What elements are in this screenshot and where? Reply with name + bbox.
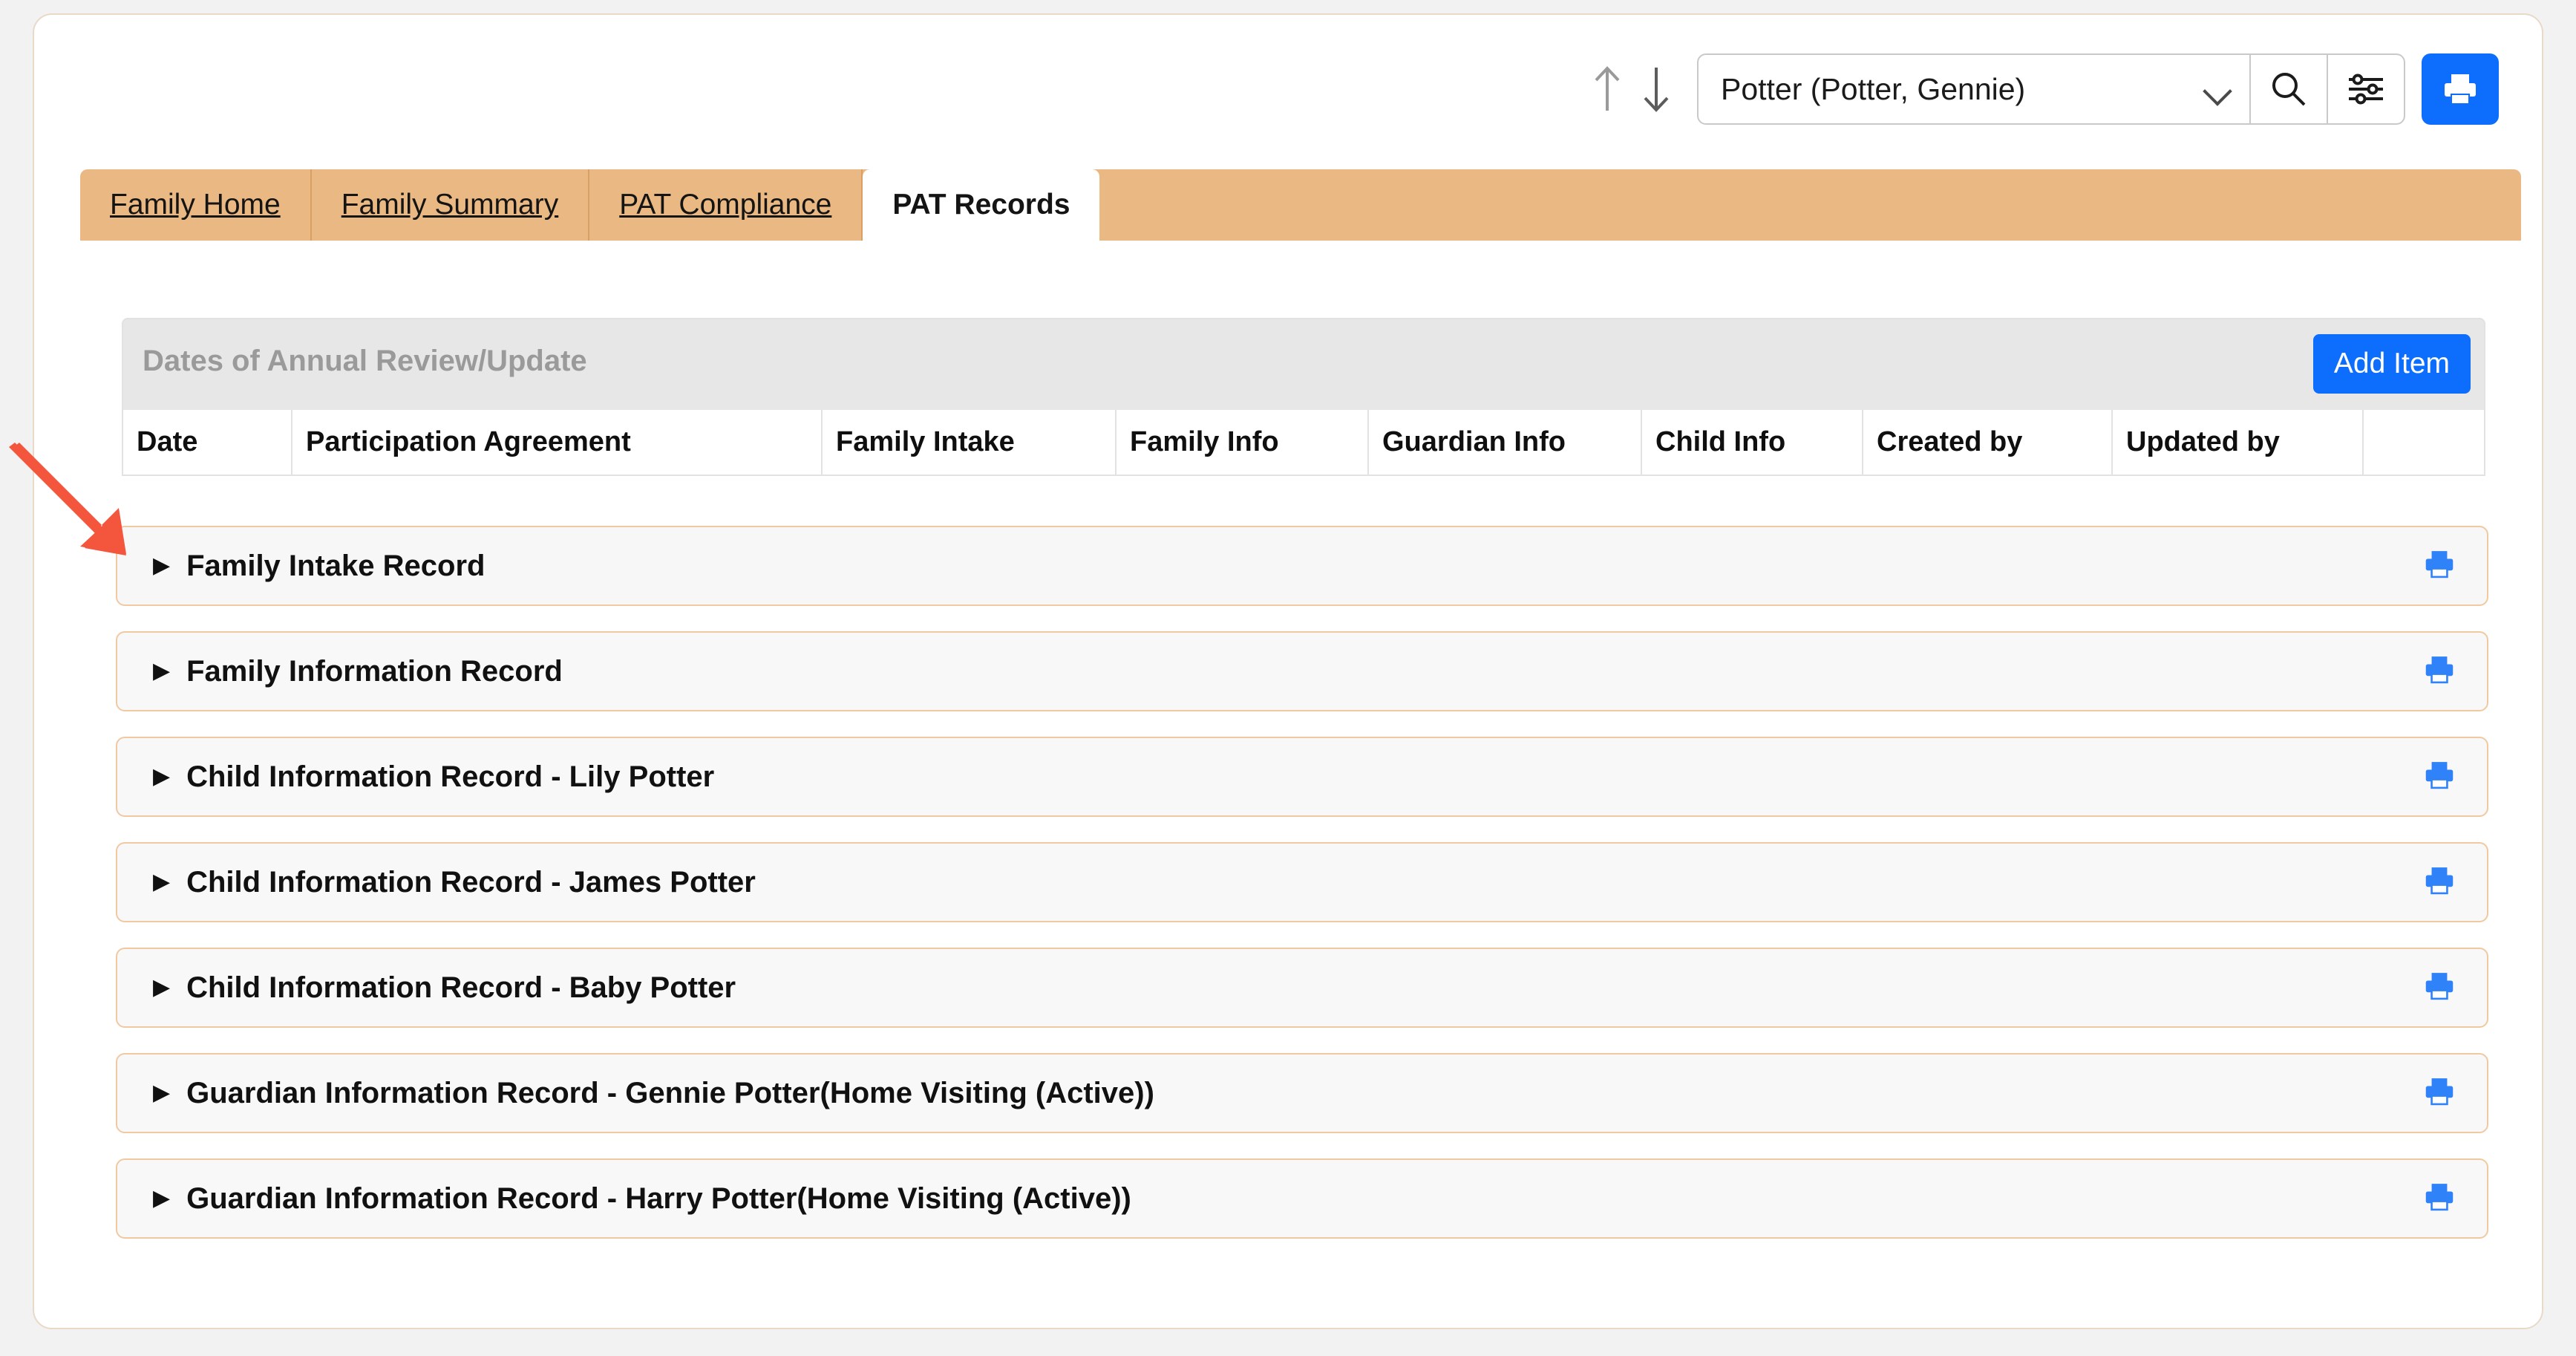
record-row-child-james-potter[interactable] xyxy=(116,842,2488,922)
expand-caret-icon[interactable]: ▶ xyxy=(153,764,171,789)
arrow-up-icon[interactable] xyxy=(1583,61,1632,117)
family-select-value: Potter (Potter, Gennie) xyxy=(1721,71,2026,106)
column-header-guardian-info: Guardian Info xyxy=(1369,410,1642,475)
row-print-icon[interactable] xyxy=(2423,1077,2456,1110)
expand-caret-icon[interactable]: ▶ xyxy=(153,1080,171,1105)
tab-bar xyxy=(80,169,2521,241)
record-row-family-information[interactable] xyxy=(116,631,2488,711)
column-header-child-info: Child Info xyxy=(1642,410,1863,475)
printer-glyph xyxy=(2423,760,2456,790)
expand-caret-icon[interactable]: ▶ xyxy=(153,659,171,683)
printer-glyph xyxy=(2423,655,2456,685)
column-header-family-info: Family Info xyxy=(1117,410,1369,475)
record-row-child-lily-potter[interactable] xyxy=(116,737,2488,817)
top-toolbar xyxy=(34,15,2542,147)
column-header-actions xyxy=(2364,410,2484,475)
row-print-icon[interactable] xyxy=(2423,1182,2456,1216)
record-label: Child Information Record - Baby Potter xyxy=(186,971,736,1004)
column-header-participation-agreement: Participation Agreement xyxy=(292,410,823,475)
arrow-down-glyph xyxy=(1639,65,1673,114)
record-label: Child Information Record - James Potter xyxy=(186,865,756,899)
expand-caret-icon[interactable]: ▶ xyxy=(153,870,171,894)
printer-icon xyxy=(2442,72,2479,106)
toolbar-controls xyxy=(1583,53,2499,125)
sliders-glyph xyxy=(2346,72,2386,106)
record-label: Guardian Information Record - Gennie Potter(Home Visiting (Active)) xyxy=(186,1076,1154,1109)
row-print-icon[interactable] xyxy=(2423,971,2456,1005)
record-row-guardian-gennie-potter[interactable] xyxy=(116,1053,2488,1133)
column-header-family-intake: Family Intake xyxy=(823,410,1117,475)
column-header-date: Date xyxy=(123,410,292,475)
annual-review-panel xyxy=(122,318,2485,476)
record-label: Guardian Information Record - Harry Potter(Home Visiting (Active)) xyxy=(186,1181,1131,1215)
printer-glyph xyxy=(2423,1182,2456,1212)
record-label: Family Intake Record xyxy=(186,549,486,582)
row-print-icon[interactable] xyxy=(2423,655,2456,688)
column-header-updated-by: Updated by xyxy=(2113,410,2364,475)
search-glyph xyxy=(2269,70,2308,108)
tab-family-home[interactable]: Family Home xyxy=(80,169,312,241)
chevron-down-icon xyxy=(2205,76,2230,102)
row-print-icon[interactable] xyxy=(2423,866,2456,899)
record-label: Family Information Record xyxy=(186,654,563,688)
tab-pat-records[interactable]: PAT Records xyxy=(863,169,1099,241)
tab-family-summary[interactable]: Family Summary xyxy=(312,169,590,241)
printer-glyph xyxy=(2423,550,2456,579)
record-row-child-baby-potter[interactable] xyxy=(116,948,2488,1028)
print-button[interactable] xyxy=(2422,53,2499,125)
family-select[interactable] xyxy=(1697,53,2251,125)
column-header-created-by: Created by xyxy=(1863,410,2113,475)
expand-caret-icon[interactable]: ▶ xyxy=(153,975,171,1000)
records-list xyxy=(116,526,2488,1264)
arrow-down-icon[interactable] xyxy=(1632,61,1681,117)
app-window xyxy=(33,13,2543,1329)
record-row-guardian-harry-potter[interactable] xyxy=(116,1158,2488,1239)
add-item-button[interactable]: Add Item xyxy=(2313,334,2471,394)
row-print-icon[interactable] xyxy=(2423,760,2456,794)
record-label: Child Information Record - Lily Potter xyxy=(186,760,715,793)
expand-caret-icon[interactable]: ▶ xyxy=(153,1186,171,1210)
printer-glyph xyxy=(2423,1077,2456,1106)
panel-title: Dates of Annual Review/Update xyxy=(143,345,587,377)
tab-pat-compliance[interactable]: PAT Compliance xyxy=(589,169,863,241)
sliders-icon[interactable] xyxy=(2328,53,2405,125)
table-header-row xyxy=(122,410,2485,476)
search-icon[interactable] xyxy=(2251,53,2328,125)
printer-glyph xyxy=(2423,866,2456,896)
printer-glyph xyxy=(2423,971,2456,1001)
record-row-family-intake[interactable] xyxy=(116,526,2488,606)
arrow-up-glyph xyxy=(1590,65,1624,114)
row-print-icon[interactable] xyxy=(2423,550,2456,583)
expand-caret-icon[interactable]: ▶ xyxy=(153,553,171,578)
panel-header xyxy=(122,318,2485,410)
